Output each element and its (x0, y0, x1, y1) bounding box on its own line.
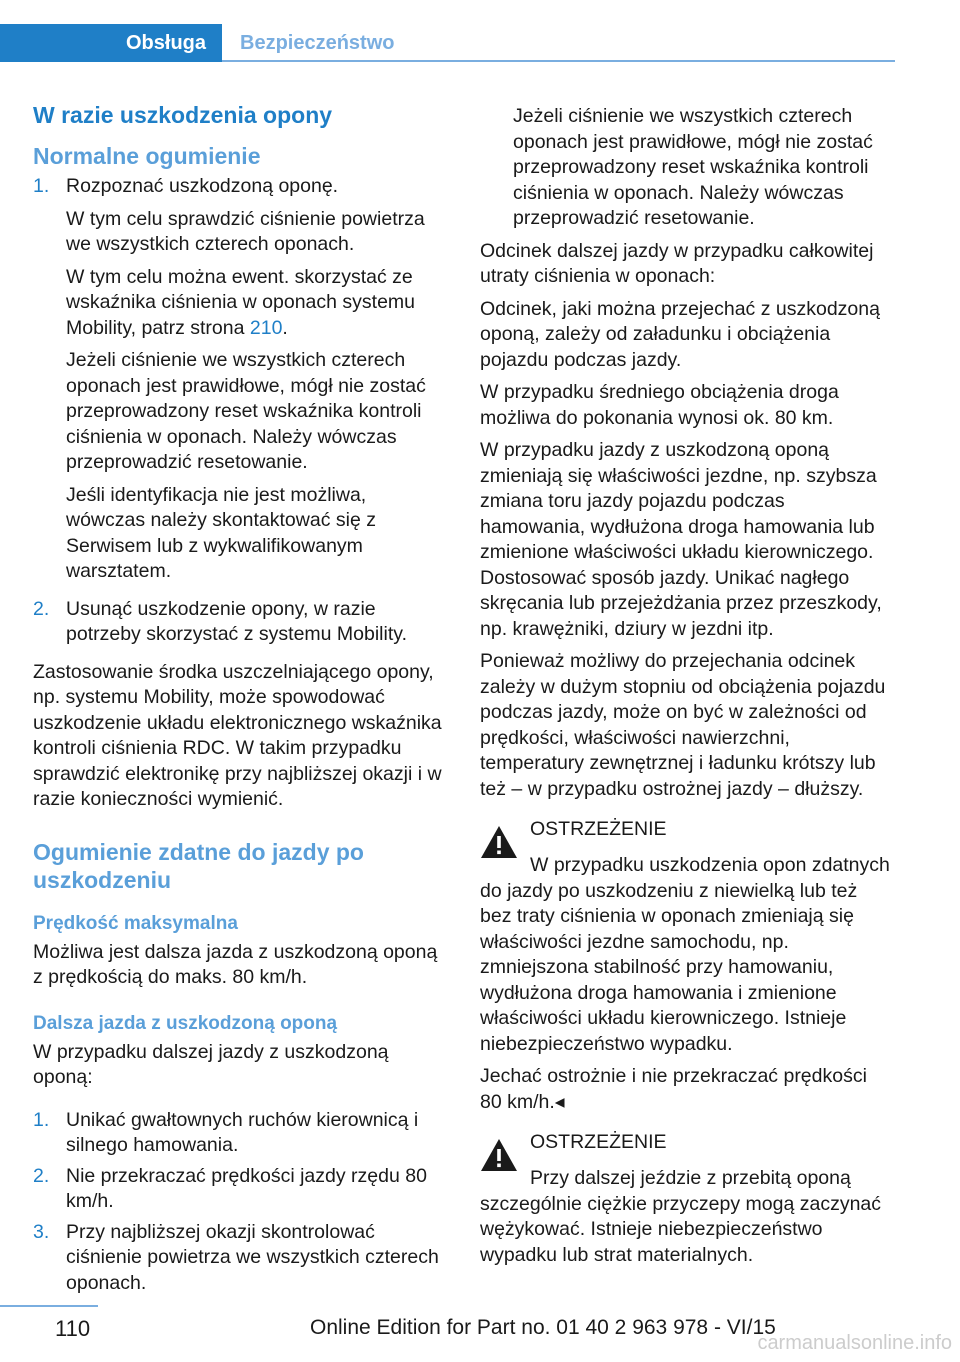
footer-divider (0, 1305, 98, 1307)
list-text: Unikać gwałtownych ruchów kierownicą i silnego hamowania. (66, 1108, 419, 1156)
continued-list-text: Jeżeli ciśnienie we wszystkich czterech oponach jest prawidłowe, mógł nie zostać przeprowadzony reset wskaźnika kontroli ciśnienia w oponach. Należy wówczas przeprowadzić resetowanie. (513, 105, 873, 229)
list-number: 2. (33, 597, 50, 620)
section-heading-normal-tires: Normalne ogumienie (33, 143, 261, 169)
right-column (480, 104, 892, 1275)
list-item (33, 1108, 445, 1159)
page-link[interactable]: 210 (249, 316, 283, 339)
list-text: Usunąć uszkodzenie opony, w razie potrzeby skorzystać z systemu Mobility. (66, 597, 407, 645)
paragraph-continue-driving: W przypadku dalszej jazdy z uszkodzoną oponą: (33, 1040, 389, 1088)
list-text: Przy najbliższej okazji skontrolować ciśnienie powietrza we wszystkich czterech oponach. (66, 1220, 439, 1294)
list-text: Nie przekraczać prędkości jazdy rzędu 80 km/h. (66, 1164, 427, 1212)
paragraph: Odcinek dalszej jazdy w przypadku całkowitej utraty ciśnienia w oponach: (480, 239, 874, 287)
list-item (33, 597, 445, 655)
paragraph-max-speed: Możliwa jest dalsza jazda z uszkodzoną oponą z prędkością do maks. 80 km/h. (33, 940, 438, 988)
paragraph-sealant: Zastosowanie środka uszczelniającego opony, np. systemu Mobility, może spowodować uszkodzenie układu elektronicznego wskaźnika kontroli ciśnienia RDC. W takim przypadku sprawdzić elektronikę przy najbliższej okazji i w razie konieczności wymienić. (33, 660, 442, 810)
list-number: 3. (33, 1220, 50, 1243)
list-text: Jeżeli ciśnienie we wszystkich czterech oponach jest prawidłowe, mógł nie zostać przeprowadzony reset wskaźnika kontroli ciśnienia w oponach. Należy wówczas przeprowadzić resetowanie. (66, 349, 426, 473)
list-item (33, 1220, 445, 1297)
page-header (0, 24, 895, 62)
watermark: carmanualsonline.info (757, 1332, 952, 1354)
warning-action: Jechać ostrożnie i nie przekraczać prędkości 80 km/h.◂ (480, 1065, 867, 1113)
list-number: 1. (33, 175, 50, 197)
list-text: W tym celu sprawdzić ciśnienie powietrza we wszystkich czterech oponach. (66, 207, 425, 255)
page-title: W razie uszkodzenia opony (33, 102, 333, 128)
warning-text: Przy dalszej jeździe z przebitą oponą szczególnie ciężkie przyczepy mogą zaczynać wężykować. Istnieje niebezpieczeństwo wypadku lub strat materialnych. (480, 1167, 882, 1266)
subheading-max-speed: Prędkość maksymalna (33, 912, 238, 934)
paragraph: Ponieważ możliwy do przejechania odcinek zależy w dużym stopniu od obciążenia pojazdu podczas jazdy, może on być w zależności od prędkości, właściwości nawierzchni, temperatury zewnętrznej i ładunku krótszy lub też – w przypadku ostrożnej jazdy – dłuższy. (480, 650, 886, 800)
warning-title: OSTRZEŻENIE (530, 818, 667, 840)
warning-text: W przypadku uszkodzenia opon zdatnych do jazdy po uszkodzeniu z niewielką lub też bez traty ciśnienia w oponach zmieniają się właściwości jezdne samochodu, np. zmniejszona stabilność przy hamowaniu, wydłużona droga hamowania i zmienione właściwości układu kierowniczego. Istnieje niebezpieczeństwo wypadku. (480, 854, 890, 1055)
tab-bezpieczenstwo[interactable]: Bezpieczeństwo (240, 31, 395, 54)
left-column (33, 100, 445, 1301)
paragraph: Odcinek, jaki można przejechać z uszkodzoną oponą, zależy od załadunku i obciążenia pojazdu podczas jazdy. (480, 297, 880, 371)
paragraph: W przypadku średniego obciążenia droga możliwa do pokonania wynosi ok. 80 km. (480, 381, 839, 429)
subheading-continue-driving: Dalsza jazda z uszkodzoną oponą (33, 1012, 338, 1034)
edition-text: Online Edition for Part no. 01 40 2 963 978 - VI/15 (310, 1316, 776, 1339)
header-divider (222, 60, 895, 62)
list-text: W tym celu można ewent. skorzystać ze wskaźnika ciśnienia w oponach systemu Mobility, patrz strona 210. (66, 265, 416, 339)
paragraph: W przypadku jazdy z uszkodzoną oponą zmieniają się właściwości jezdne, np. szybsza zmiana toru jazdy pojazdu podczas hamowania, wydłużona droga hamowania lub zmienione właściwości układu kierowniczego. Dostosować sposób jazdy. Unikać nagłego skręcania lub przejeżdżania przez przeszkody, np. krawężniki, dziury w jezdni itp. (480, 439, 882, 640)
list-number: 2. (33, 1164, 50, 1187)
warning-box (480, 1130, 892, 1268)
list-text: Jeśli identyfikacja nie jest możliwa, wówczas należy skontaktować się z Serwisem lub z wykwalifikowanym warsztatem. (66, 483, 376, 582)
list-text: Rozpoznać uszkodzoną oponę. (66, 175, 339, 197)
list-number: 1. (33, 1108, 50, 1131)
list-item (33, 1164, 445, 1215)
warning-title: OSTRZEŻENIE (530, 1131, 667, 1153)
tab-obsluga[interactable]: Obsługa (0, 24, 222, 62)
section-heading-runflat: Ogumienie zdatne do jazdy po uszkodzeniu (33, 838, 364, 893)
page-number: 110 (55, 1316, 91, 1341)
warning-box (480, 817, 892, 1115)
list-item (33, 174, 445, 592)
